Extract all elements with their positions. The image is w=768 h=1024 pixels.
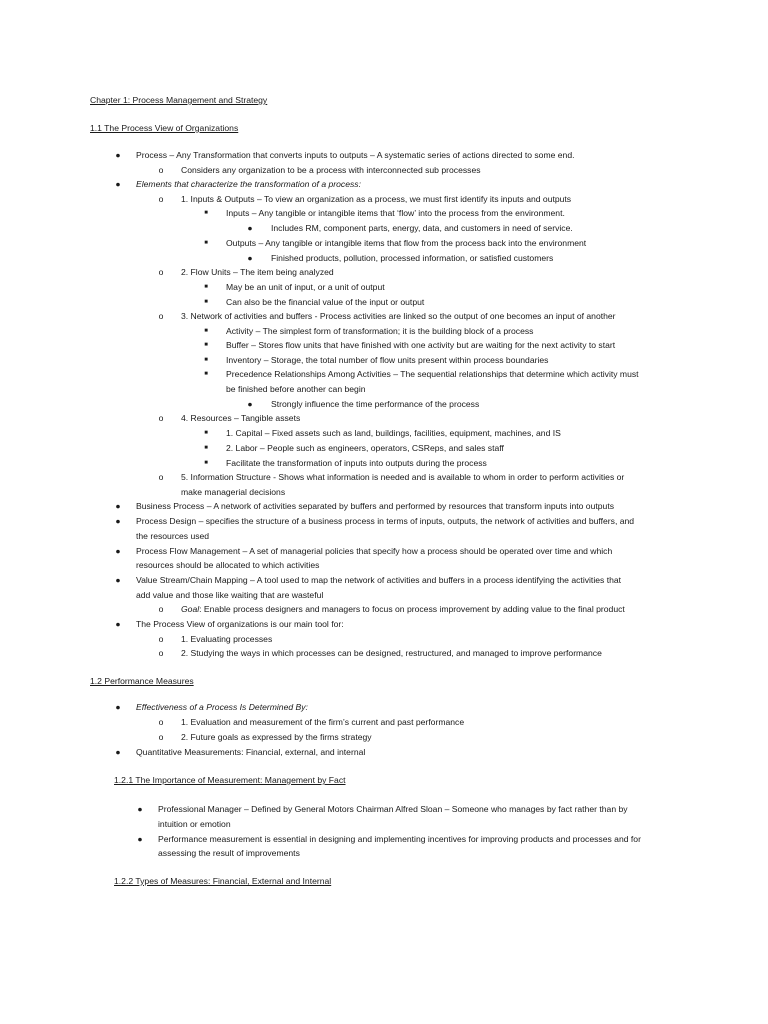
section-heading-1-2: 1.2 Performance Measures	[90, 676, 194, 686]
list-item: Facilitate the transformation of inputs into outputs during the process	[226, 458, 487, 468]
list-item: Considers any organization to be a process with interconnected sub processes	[181, 165, 481, 175]
bullet-square: ■	[204, 284, 208, 290]
bullet-dot: ●	[115, 516, 121, 526]
list-item: The Process View of organizations is our main tool for:	[136, 619, 344, 629]
bullet-square: ■	[204, 299, 208, 305]
bullet-square: ■	[204, 328, 208, 334]
list-item: Process Flow Management – A set of managerial policies that specify how a process should be operated over time and which	[136, 546, 613, 556]
bullet-square: ■	[204, 371, 208, 377]
bullet-circle: o	[158, 732, 164, 742]
bullet-circle: o	[158, 165, 164, 175]
bullet-dot: ●	[115, 546, 121, 556]
list-item: Business Process – A network of activities separated by buffers and performed by resources that transform inputs into outputs	[136, 501, 614, 511]
section-heading-1-2-2: 1.2.2 Types of Measures: Financial, External and Internal	[114, 876, 332, 886]
list-item: 2. Future goals as expressed by the firms strategy	[181, 732, 372, 742]
bullet-dot: ●	[247, 399, 253, 409]
list-item: May be an unit of input, or a unit of output	[226, 282, 385, 292]
list-item: 2. Flow Units – The item being analyzed	[181, 267, 334, 277]
bullet-dot: ●	[115, 747, 121, 757]
bullet-circle: o	[158, 472, 164, 482]
list-item: Inventory – Storage, the total number of flow units present within process boundaries	[226, 355, 549, 365]
chapter-title: Chapter 1: Process Management and Strategy	[90, 95, 268, 105]
bullet-circle: o	[158, 311, 164, 321]
list-item-continuation: intuition or emotion	[158, 819, 231, 829]
bullet-dot: ●	[115, 150, 121, 160]
bullet-dot: ●	[137, 834, 143, 844]
bullet-square: ■	[204, 430, 208, 436]
list-item: Outputs – Any tangible or intangible items that flow from the process back into the environment	[226, 238, 587, 248]
list-item: 1. Capital – Fixed assets such as land, buildings, facilities, equipment, machines, and IS	[226, 428, 561, 438]
bullet-dot: ●	[115, 702, 121, 712]
list-item: 2. Labor – People such as engineers, operators, CSReps, and sales staff	[226, 443, 504, 453]
list-item-continuation: the resources used	[136, 531, 210, 541]
list-item: 3. Network of activities and buffers - Process activities are linked so the output of one becomes an input of another	[181, 311, 616, 321]
bullet-square: ■	[204, 342, 208, 348]
list-item: 4. Resources – Tangible assets	[181, 413, 301, 423]
bullet-square: ■	[204, 460, 208, 466]
list-item: 1. Evaluation and measurement of the firm’s current and past performance	[181, 717, 465, 727]
list-item: Value Stream/Chain Mapping – A tool used to map the network of activities and buffers in a process identifying the activities that	[136, 575, 622, 585]
list-item: Elements that characterize the transformation of a process:	[136, 179, 361, 189]
bullet-dot: ●	[115, 575, 121, 585]
bullet-circle: o	[158, 634, 164, 644]
list-item-continuation: be finished before another can begin	[226, 384, 366, 394]
list-item: Precedence Relationships Among Activities – The sequential relationships that determine which activity must	[226, 369, 639, 379]
bullet-dot: ●	[115, 179, 121, 189]
bullet-dot: ●	[115, 501, 121, 511]
bullet-dot: ●	[247, 223, 253, 233]
bullet-circle: o	[158, 194, 164, 204]
section-heading-1-1: 1.1 The Process View of Organizations	[90, 123, 239, 133]
list-item: 1. Inputs & Outputs – To view an organization as a process, we must first identify its inputs and outputs	[181, 194, 572, 204]
goal-label: Goal	[181, 604, 200, 614]
list-item-continuation: add value and those like waiting that are wasteful	[136, 590, 324, 600]
bullet-square: ■	[204, 445, 208, 451]
list-item: Effectiveness of a Process Is Determined By:	[136, 702, 308, 712]
list-item: Activity – The simplest form of transformation; it is the building block of a process	[226, 326, 534, 336]
list-item-continuation: resources should be allocated to which activities	[136, 560, 320, 570]
section-heading-1-2-1: 1.2.1 The Importance of Measurement: Management by Fact	[114, 775, 346, 785]
list-item: Finished products, pollution, processed information, or satisfied customers	[271, 253, 554, 263]
bullet-circle: o	[158, 648, 164, 658]
bullet-circle: o	[158, 717, 164, 727]
bullet-dot: ●	[115, 619, 121, 629]
list-item: Buffer – Stores flow units that have finished with one activity but are waiting for the next activity to start	[226, 340, 616, 350]
goal-text: : Enable process designers and managers to focus on process improvement by adding value to the final product	[199, 604, 625, 614]
list-item: Includes RM, component parts, energy, data, and customers in need of service.	[271, 223, 573, 233]
list-item	[181, 602, 625, 617]
list-item: Performance measurement is essential in designing and implementing incentives for improving products and processes and for	[158, 834, 641, 844]
bullet-square: ■	[204, 210, 208, 216]
list-item-continuation: assessing the result of improvements	[158, 848, 300, 858]
list-item: Quantitative Measurements: Financial, external, and internal	[136, 747, 366, 757]
list-item: Strongly influence the time performance of the process	[271, 399, 480, 409]
bullet-dot: ●	[247, 253, 253, 263]
list-item: Professional Manager – Defined by General Motors Chairman Alfred Sloan – Someone who manages by fact rather than by	[158, 804, 628, 814]
bullet-circle: o	[158, 413, 164, 423]
bullet-square: ■	[204, 357, 208, 363]
bullet-circle: o	[158, 604, 164, 614]
list-item: 1. Evaluating processes	[181, 634, 273, 644]
list-item-continuation: make managerial decisions	[181, 487, 286, 497]
list-item: Process Design – specifies the structure of a business process in terms of inputs, outputs, the network of activities and buffers, and	[136, 516, 635, 526]
list-item: 5. Information Structure - Shows what information is needed and is available to whom in order to perform activities or	[181, 472, 625, 482]
list-item: Process – Any Transformation that converts inputs to outputs – A systematic series of actions directed to some end.	[136, 150, 575, 160]
bullet-circle: o	[158, 267, 164, 277]
bullet-square: ■	[204, 240, 208, 246]
list-item: Inputs – Any tangible or intangible items that ‘flow’ into the process from the environment.	[226, 208, 565, 218]
list-item: Can also be the financial value of the input or output	[226, 297, 425, 307]
bullet-dot: ●	[137, 804, 143, 814]
list-item: 2. Studying the ways in which processes can be designed, restructured, and managed to improve performance	[181, 648, 602, 658]
